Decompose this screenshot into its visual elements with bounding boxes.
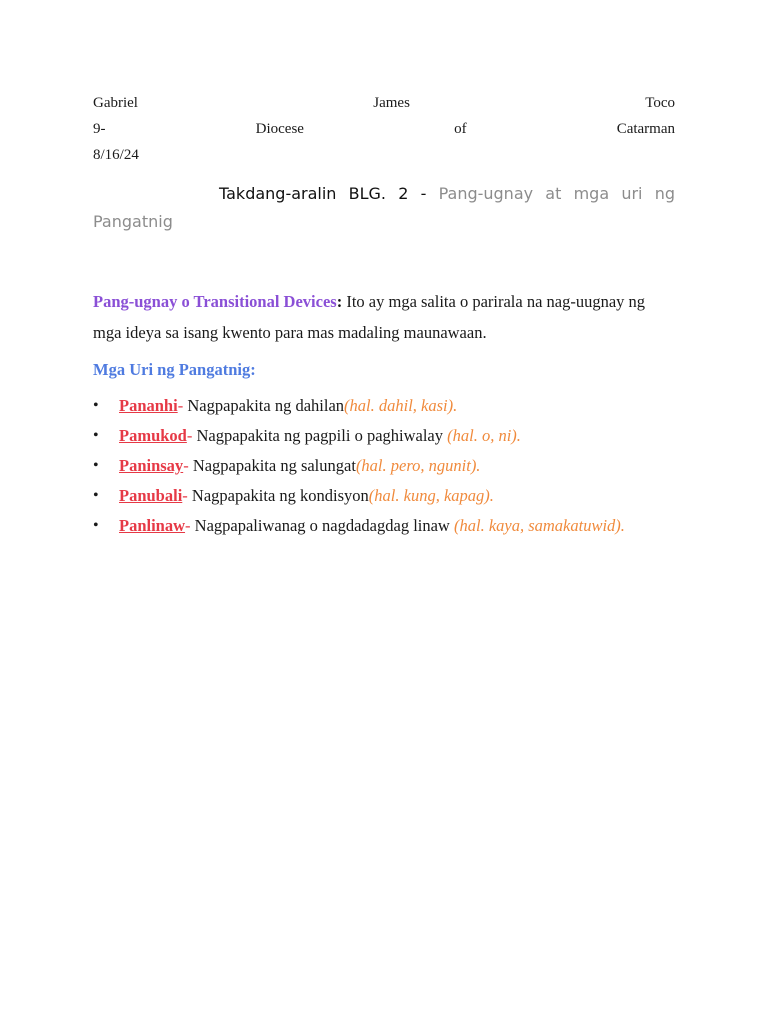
section-word-catarman: Catarman: [616, 121, 675, 137]
type-example: (hal. pero, ngunit).: [355, 456, 481, 475]
bullet-icon: •: [93, 427, 99, 444]
grade-number: 9-: [93, 121, 106, 137]
section-line: [93, 116, 675, 142]
type-dash: -: [186, 426, 193, 445]
first-name: Gabriel: [93, 95, 138, 111]
definition-term: Pang-ugnay o Transitional Devices: [93, 292, 337, 311]
type-description: Nagpapaliwanag o nagdadagdag linaw: [190, 516, 454, 535]
document-page: [93, 90, 675, 541]
type-name: Panlinaw: [119, 516, 186, 535]
type-description: Nagpapakita ng salungat: [188, 456, 356, 475]
bullet-icon: •: [93, 487, 99, 504]
types-heading: Mga Uri ng Pangatnig:: [93, 360, 256, 379]
list-item: [93, 481, 675, 511]
middle-name: James: [373, 95, 410, 111]
type-name: Paninsay: [119, 456, 184, 475]
student-name-line: [93, 90, 675, 116]
type-dash: -: [185, 516, 191, 535]
type-name: Pananhi: [119, 396, 178, 415]
type-description: Nagpapakita ng kondisyon: [187, 486, 369, 505]
type-description: Nagpapakita ng dahilan: [183, 396, 345, 415]
last-name: Toco: [645, 95, 675, 111]
title-main: Takdang-aralin BLG. 2 -: [219, 184, 439, 203]
bullet-icon: •: [93, 457, 99, 474]
assignment-title: [93, 180, 675, 236]
list-item: [93, 391, 675, 421]
list-item: [93, 421, 675, 451]
bullet-icon: •: [93, 517, 99, 534]
definition-text: Ito ay mga salita o parirala na nag-uugnay ng mga ideya sa isang kwento para mas madaling maunawaan.: [93, 292, 646, 342]
definition-colon: :: [336, 292, 343, 311]
type-example: (hal. kaya, samakatuwid).: [453, 516, 625, 535]
date: 8/16/24: [93, 147, 139, 163]
title-subtitle: Pang-ugnay at mga uri ng Pangatnig: [93, 184, 675, 231]
type-example: (hal. kung, kapag).: [368, 486, 494, 505]
bullet-icon: •: [93, 397, 99, 414]
type-description: Nagpapakita ng pagpili o paghiwalay: [192, 426, 448, 445]
type-name: Panubali: [119, 486, 183, 505]
type-dash: -: [182, 486, 188, 505]
section-word-diocese: Diocese: [255, 121, 304, 137]
type-dash: -: [177, 396, 184, 415]
type-dash: -: [183, 456, 189, 475]
types-list: [93, 391, 675, 541]
definition-paragraph: [93, 286, 675, 348]
type-example: (hal. o, ni).: [447, 426, 521, 445]
section-word-of: of: [454, 121, 467, 137]
type-example: (hal. dahil, kasi).: [344, 396, 458, 415]
list-item: [93, 511, 675, 541]
type-name: Pamukod: [119, 426, 187, 445]
list-item: [93, 451, 675, 481]
